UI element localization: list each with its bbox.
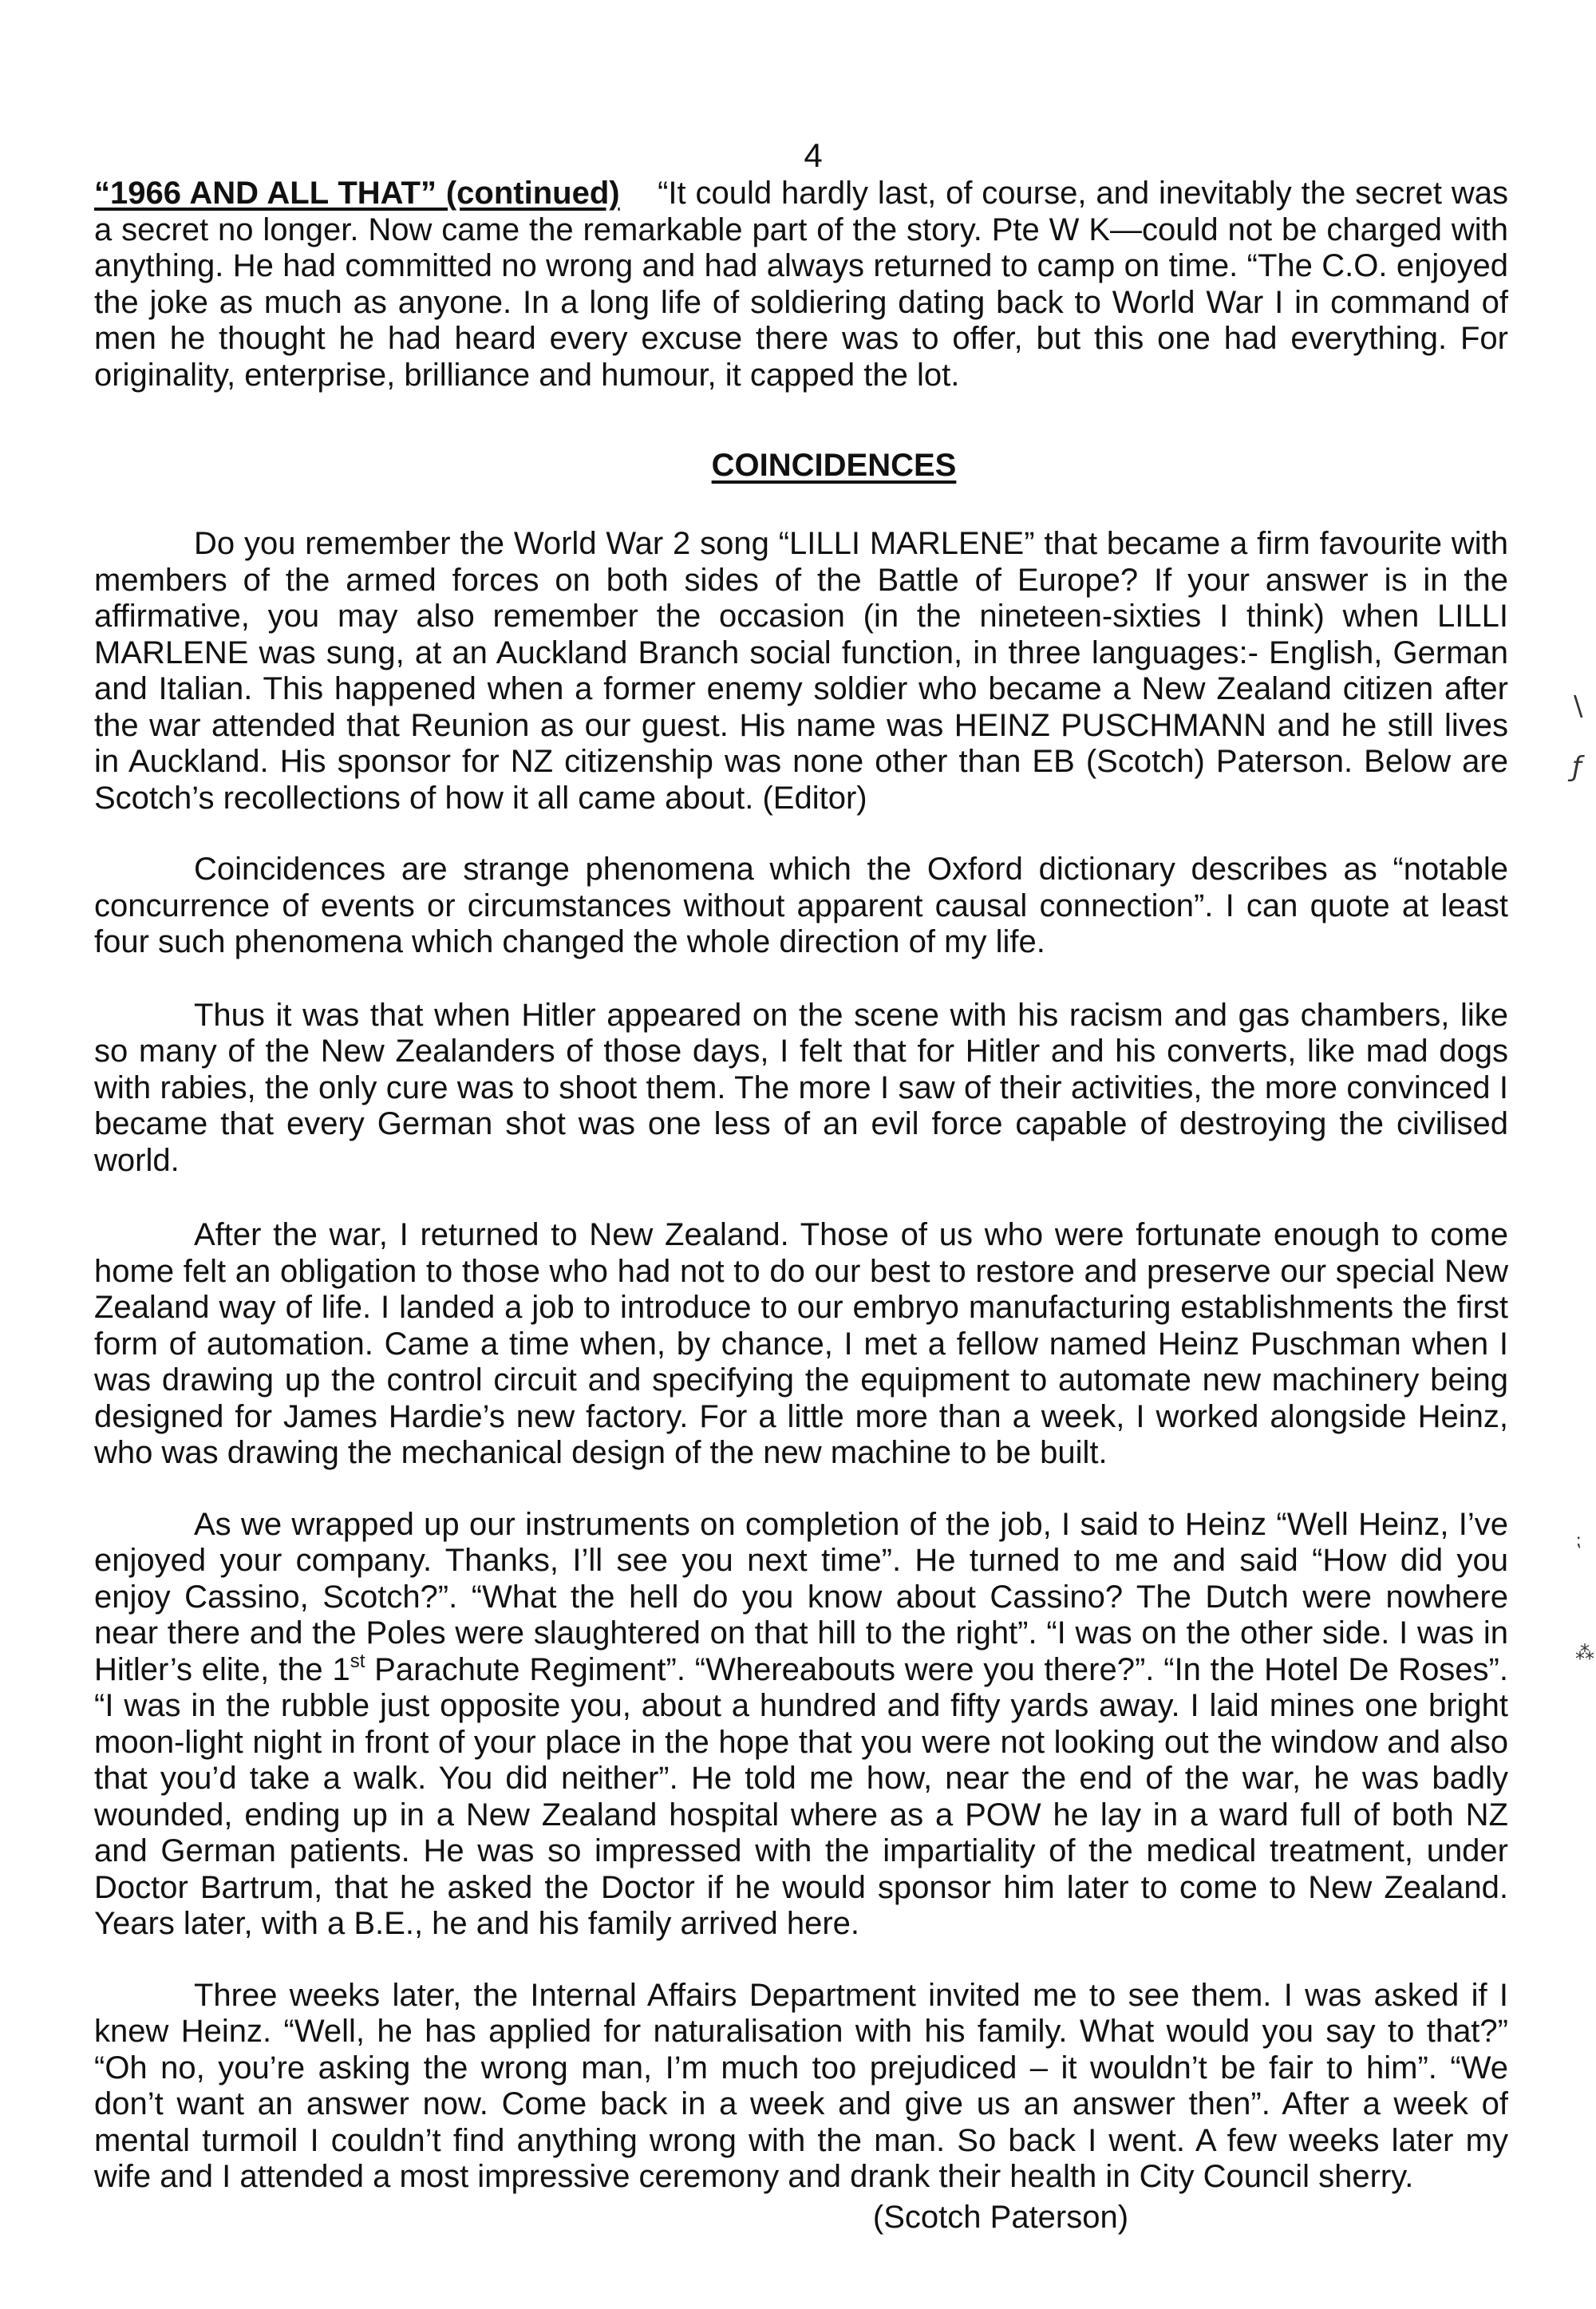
margin-scan-mark: ƒ [1572,751,1582,783]
margin-scan-mark: \ [1574,690,1583,722]
cassino-text-after: Parachute Regiment”. “Whereabouts were you there?”. “In the Hotel De Roses”. “I was in the rubble just opposite you, about a hundred and fifty yards away. I laid mines one bright moon-light night in front of your place in the hope that you were not looking out the window and also that you’d take a walk. You did neither”. He told me how, near the end of the war, he was badly wounded, ending up in a New Zealand hospital where as a POW he lay in a ward full of both NZ and German patients. He was so impressed with the impartiality of the medical treatment, under Doctor Bartrum, that he asked the Doctor if he would sponsor him later to come to New Zealand. Years later, with a B.E., he and his family arrived here. [94,1651,1508,1941]
cassino-text-before: As we wrapped up our instruments on completion of the job, I said to Heinz “Well Heinz, I’ve enjoyed your company. Thanks, I’ll see you next time”. He turned to me and said “How did you enjoy Cassino, Scotch?”. “What the hell do you know about Cassino? The Dutch were nowhere near there and the Poles were slaughtered on that hill to the right”. “I was on the other side. I was in Hitler’s elite, the 1 [94,1506,1508,1687]
continued-paragraph [94,176,1508,393]
paragraph-internal-affairs: Three weeks later, the Internal Affairs Department invited me to see them. I was asked if I knew Heinz. “Well, he has applied for naturalisation with his family. What would you say to that?” “Oh no, you’re asking the wrong man, I’m much too prejudiced – it wouldn’t be fair to him”. “We don’t want an answer now. Come back in a week and give us an answer then”. After a week of mental turmoil I couldn’t find anything wrong with the man. So back I went. A few weeks later my wife and I attended a most impressive ceremony and drank their health in City Council sherry. [94,1977,1508,2194]
paragraph-cassino [94,1507,1508,1943]
continued-text: “It could hardly last, of course, and inevitably the secret was a secret no longer. Now came the remarkable part of the story. Pte W K—could not be charged with anything. He had committed no wrong and had always returned to camp on time. “The C.O. enjoyed the joke as much as anyone. In a long life of soldiering dating back to World War I in command of men he thought he had heard every excuse there was to offer, but this one had everything. For originality, enterprise, brilliance and humour, it capped the lot. [94,176,1508,393]
section-title: COINCIDENCES [711,448,957,483]
margin-scan-mark: ⁏ [1575,1531,1582,1551]
ordinal-superscript: st [350,1650,365,1672]
paragraph-hitler: Thus it was that when Hitler appeared on the scene with his racism and gas chambers, like so many of the New Zealanders of those days, I felt that for Hitler and his converts, like mad dogs with rabies, the only cure was to shoot them. The more I saw of their activities, the more convinced I became that every German shot was one less of an evil force capable of destroying the civilised world. [94,997,1508,1178]
page-number: 4 [804,136,823,174]
author-signature: (Scotch Paterson) [872,2199,1129,2235]
editor-intro-paragraph: Do you remember the World War 2 song “LILLI MARLENE” that became a firm favourite with members of the armed forces on both sides of the Battle of Europe? If your answer is in the affirmative, you may also remember the occasion (in the nineteen-sixties I think) when LILLI MARLENE was sung, at an Auckland Branch social function, in three languages:- English, German and Italian. This happened when a former enemy soldier who became a New Zealand citizen after the war attended that Reunion as our guest. His name was HEINZ PUSCHMANN and he still lives in Auckland. His sponsor for NZ citizenship was none other than EB (Scotch) Paterson. Below are Scotch’s recollections of how it all came about. (Editor) [94,526,1508,816]
margin-scan-mark: ⁂ [1575,1642,1594,1664]
paragraph-coincidences-definition: Coincidences are strange phenomena which the Oxford dictionary describes as “notable concurrence of events or circumstances without apparent causal connection”. I can quote at least four such phenomena which changed the whole direction of my life. [94,852,1508,959]
paragraph-after-the-war: After the war, I returned to New Zealand. Those of us who were fortunate enough to come home felt an obligation to those who had not to do our best to restore and preserve our special New Zealand way of life. I landed a job to introduce to our embryo manufacturing establishments the first form of automation. Came a time when, by chance, I met a fellow named Heinz Puschman when I was drawing up the control circuit and specifying the equipment to automate new machinery being designed for James Hardie’s new factory. For a little more than a week, I worked alongside Heinz, who was drawing the mechanical design of the new machine to be built. [94,1217,1508,1470]
document-page [94,136,1508,2236]
continued-heading: “1966 AND ALL THAT” (continued) [94,176,620,211]
